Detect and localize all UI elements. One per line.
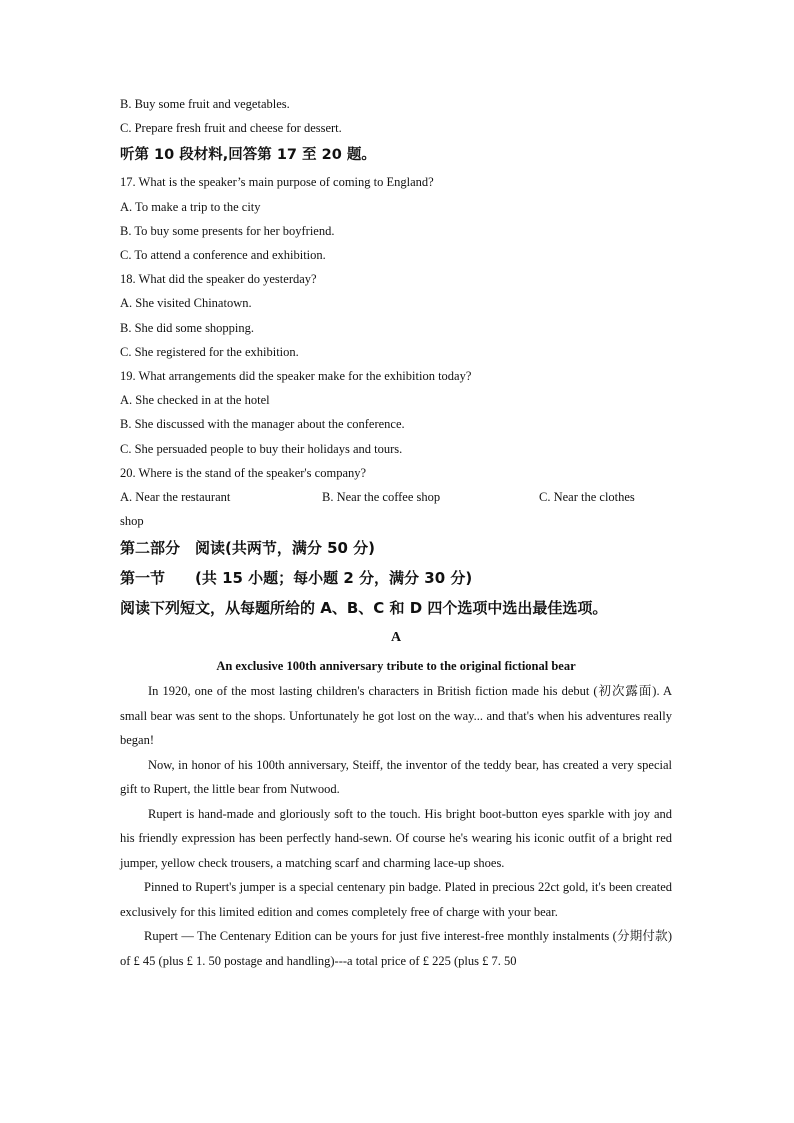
passage-paragraph: Rupert is hand-made and gloriously soft to the touch. His bright boot-button eyes sparkle with joy and his friendly expression has been perfectly hand-sewn. Of course he's wearing his iconic outfit of a bright red jumper, yellow check trousers, a matching scarf and charming lace-up shoes. — [120, 806, 672, 870]
document-page — [120, 92, 672, 973]
q18-option-b: B. She did some shopping. — [120, 320, 255, 335]
option-c-16: C. Prepare fresh fruit and cheese for dessert. — [120, 121, 342, 136]
q20-option-a: A. Near the restaurant — [120, 490, 231, 505]
q17-option-b: B. To buy some presents for her boyfriend. — [120, 223, 335, 238]
q19-option-c: C. She persuaded people to buy their holidays and tours. — [120, 441, 403, 456]
q20-option-b: B. Near the coffee shop — [322, 490, 441, 505]
q20-options — [120, 485, 672, 509]
passage-paragraph: In 1920, one of the most lasting children's characters in British fiction made his debut (初次露面). A small bear was sent to the shops. Unfortunately he got lost on the way... and that's when his adventures really began! — [120, 684, 672, 748]
passage-paragraph: Rupert — The Centenary Edition can be yours for just five interest-free monthly instalments (分期付款) of £ 45 (plus £ 1. 50 postage and handling)---a total price of £ 225 (plus £ 7. 50 — [120, 929, 672, 968]
question-18: 18. What did the speaker do yesterday? — [120, 272, 317, 287]
passage-letter: A — [390, 630, 402, 646]
q17-option-a: A. To make a trip to the city — [120, 199, 261, 214]
q19-option-a: A. She checked in at the hotel — [120, 393, 270, 408]
listening-heading: 听第 10 段材料,回答第 17 至 20 题。 — [120, 147, 376, 164]
question-19: 19. What arrangements did the speaker make for the exhibition today? — [120, 369, 472, 384]
section-heading: 第一节 (共 15 小题；每小题 2 分，满分 30 分) — [120, 569, 473, 588]
q20-option-c: C. Near the clothes — [539, 490, 635, 505]
q19-option-b: B. She discussed with the manager about the conference. — [120, 417, 405, 432]
q18-option-a: A. She visited Chinatown. — [120, 296, 252, 311]
reading-instruction: 阅读下列短文，从每题所给的 A、B、C 和 D 四个选项中选出最佳选项。 — [120, 599, 608, 618]
part2-heading: 第二部分 阅读(共两节，满分 50 分) — [120, 539, 376, 558]
passage-paragraph: Now, in honor of his 100th anniversary, Steiff, the inventor of the teddy bear, has created a very special gift to Rupert, the little bear from Nutwood. — [120, 757, 672, 797]
passage-title: An exclusive 100th anniversary tribute to the original fictional bear — [216, 659, 576, 674]
option-b-16: B. Buy some fruit and vegetables. — [120, 97, 290, 111]
question-20: 20. Where is the stand of the speaker's company? — [120, 465, 367, 480]
passage-paragraph: Pinned to Rupert's jumper is a special centenary pin badge. Plated in precious 22ct gold, it's been created exclusively for this limited edition and comes completely free of charge with your bear. — [120, 880, 672, 919]
q18-option-c: C. She registered for the exhibition. — [120, 344, 299, 359]
q20-option-c-continued: shop — [120, 514, 144, 529]
question-17: 17. What is the speaker’s main purpose of coming to England? — [120, 175, 434, 190]
q17-option-c: C. To attend a conference and exhibition. — [120, 248, 326, 263]
